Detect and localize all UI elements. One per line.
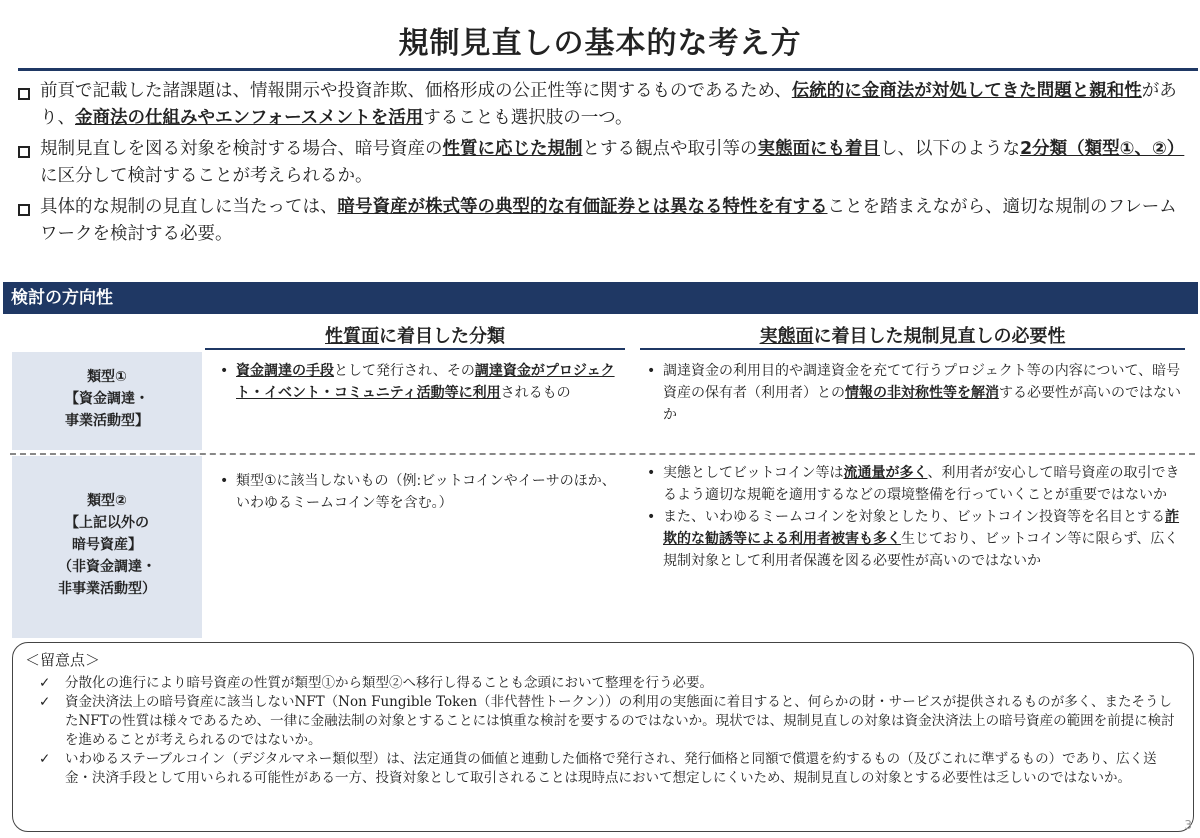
notes-box <box>12 642 1194 832</box>
emphasis-text: 暗号資産が株式等の典型的な有価証券とは異なる特性を有する <box>337 197 828 217</box>
text-run: する必要性が高いのではないか <box>663 385 1181 423</box>
cell-bullet-item <box>218 360 623 404</box>
checkbox-square-icon <box>18 146 40 190</box>
type-label-line: 類型② <box>87 493 127 509</box>
emphasis-text: 実態面にも着目 <box>757 139 880 159</box>
check-icon: ✓ <box>39 751 51 767</box>
row-divider <box>10 453 1195 455</box>
column-header-nature <box>205 322 625 348</box>
text-run: されるもの <box>500 385 571 401</box>
emphasis-text: 金商法の仕組みやエンフォースメントを活用 <box>75 108 424 128</box>
summary-bullet <box>18 194 1193 248</box>
emphasis-text: 流通量が多く <box>843 465 928 481</box>
type2-reality-cell <box>645 462 1185 572</box>
emphasis-text: 伝統的に金商法が対処してきた問題と親和性 <box>791 81 1142 101</box>
page-title: 規制見直しの基本的な考え方 <box>398 26 802 61</box>
column-header-rule <box>640 348 1185 350</box>
type-label-line: 事業活動型】 <box>65 413 149 429</box>
type-label-line: （非資金調達・ <box>58 559 156 575</box>
emphasis-text: 情報の非対称性等を解消 <box>845 385 999 401</box>
type2-label-box <box>12 456 202 638</box>
type1-reality-cell <box>645 360 1185 426</box>
summary-bullet-text <box>40 136 1193 190</box>
text-run: ことを踏まえながら、適切な規制のフレームワークを検討する必要。 <box>40 197 1177 244</box>
type1-label-box <box>12 352 202 450</box>
emphasis-text: 性質に応じた規制 <box>442 139 583 159</box>
text-run: し、以下のような <box>880 139 1020 159</box>
summary-bullet-text <box>40 78 1193 132</box>
text-run: 規制見直しを図る対象を検討する場合、暗号資産の <box>40 139 443 159</box>
text-run: 生じており、ビットコイン等に限らず、広く規制対象として利用者保護を図る必要性が高いのではないか <box>663 531 1179 569</box>
emphasis-text: 詐欺的な勧誘等による利用者被害も多く <box>663 509 1180 547</box>
summary-bullet <box>18 136 1193 190</box>
emphasis-text: 実態面 <box>759 326 814 347</box>
text-run: 具体的な規制の見直しに当たっては、 <box>40 197 338 217</box>
title-divider <box>18 68 1198 71</box>
notes-heading: ＜留意点＞ <box>25 651 101 669</box>
check-icon: ✓ <box>39 694 51 710</box>
type2-label <box>12 490 202 600</box>
type-label-line: 【上記以外の <box>65 515 149 531</box>
type1-nature-cell <box>218 360 623 404</box>
type-label-line: 暗号資産】 <box>72 537 142 553</box>
text-run: として発行され、その <box>334 363 475 379</box>
summary-bullets <box>18 78 1193 252</box>
type1-label <box>12 366 202 432</box>
type-label-line: 非事業活動型） <box>58 581 156 597</box>
checkbox-square-icon <box>18 88 40 132</box>
text-run: とする観点や取引等の <box>582 139 758 159</box>
text-run: に着目した規制見直しの必要性 <box>813 326 1066 347</box>
cell-bullet-item <box>645 506 1185 572</box>
emphasis-text: 2分類（類型①、②） <box>1020 139 1185 159</box>
column-header-rule <box>205 348 625 350</box>
note-item: ✓ 資金決済法上の暗号資産に該当しないNFT（Non Fungible Token（非代替性トークン））の利用の実態面に着目すると、何らかの財・サービスが提供されるものが多く、またそうしたNFTの性質は様々であるため、一律に金融法制の対象とすることには慎重な検討を要するのではないか。現状では、規制見直しの対象は資金決済法上の暗号資産の範囲を前提に検討を進めることが考えられるのではないか。 <box>39 694 1175 748</box>
cell-bullet-item <box>218 470 623 514</box>
summary-bullet <box>18 78 1193 132</box>
text-run: また、いわゆるミームコインを対象としたり、ビットコイン投資等を名目とする <box>663 509 1166 525</box>
text-run: に着目した分類 <box>379 326 505 347</box>
note-item: ✓ いわゆるステーブルコイン（デジタルマネー類似型）は、法定通貨の価値と連動した価格で発行され、発行価格と同額で償還を約するもの（及びこれに準ずるもの）であり、広く送金・決済手段として用いられる可能性がある一方、投資対象として取引されることは現時点において想定しにくいため、規制見直しの対象とする必要性は乏しいのではないか。 <box>39 751 1157 786</box>
panel-header: 検討の方向性 <box>3 282 1198 314</box>
text-run: に区分して検討することが考えられるか。 <box>40 166 373 186</box>
summary-bullet-text <box>40 194 1193 248</box>
type-label-line: 類型① <box>87 369 127 385</box>
text-run: することも選択肢の一つ。 <box>423 108 633 128</box>
cell-bullet-item <box>645 360 1185 426</box>
note-item: ✓ 分散化の進行により暗号資産の性質が類型①から類型②へ移行し得ることも念頭において整理を行う必要。 <box>39 675 713 691</box>
type-label-line: 【資金調達・ <box>65 391 149 407</box>
text-run: 、利用者が安心して暗号資産の取引できるよう適切な規範を適用するなどの環境整備を行っていくことが重要ではないか <box>663 465 1180 503</box>
check-icon: ✓ <box>39 675 51 691</box>
text-run: があり、 <box>40 81 1177 128</box>
emphasis-text: 調達資金がプロジェクト・イベント・コミュニティ活動等に利用 <box>236 363 615 401</box>
text-run: 調達資金の利用目的や調達資金を充てて行うプロジェクト等の内容について、暗号資産の保有者（利用者）との <box>663 363 1181 401</box>
cell-bullet-item <box>645 462 1185 506</box>
type2-nature-cell <box>218 470 623 514</box>
checkbox-square-icon <box>18 204 40 248</box>
page-number: 3 <box>1184 818 1192 832</box>
text-run: 実態としてビットコイン等は <box>663 465 844 481</box>
text-run: 前頁で記載した諸課題は、情報開示や投資詐欺、価格形成の公正性等に関するものであるため、 <box>40 81 792 101</box>
emphasis-text: 性質面 <box>325 326 379 347</box>
column-header-reality <box>640 322 1185 348</box>
text-run: 類型①に該当しないもの（例:ビットコインやイーサのほか、いわゆるミームコイン等を含む。） <box>236 473 616 511</box>
emphasis-text: 資金調達の手段 <box>236 363 334 379</box>
